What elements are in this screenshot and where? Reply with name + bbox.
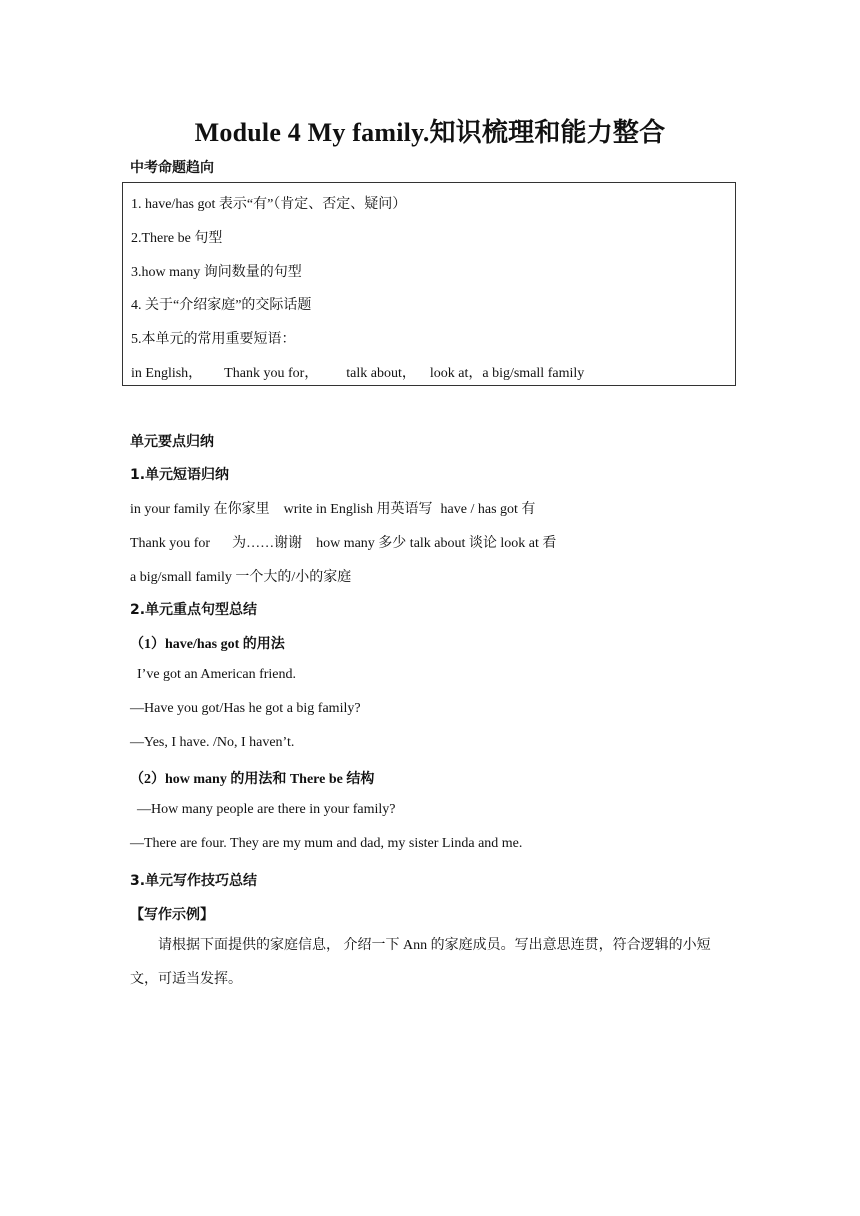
exam-trend-box [122, 182, 736, 386]
phrase-entry: Thank you for [130, 536, 211, 551]
example-sentence: I’ve got an American friend. [130, 667, 296, 682]
phrase-line [130, 532, 556, 552]
example-sentence: —How many people are there in your family? [130, 802, 396, 817]
writing-heading: 3.单元写作技巧总结 [130, 873, 258, 889]
exam-trend-item: 1. have/has got 表示“有”（肯定、否定、疑问） [131, 197, 407, 212]
phrase-entry: in your family 在你家里 [130, 502, 270, 517]
phrase-entry: 为……谢谢 [232, 536, 303, 551]
sentences-heading: 2.单元重点句型总结 [130, 602, 258, 618]
exam-trend-heading: 中考命题趋向 [130, 160, 214, 176]
unit-summary-heading: 单元要点归纳 [130, 434, 214, 450]
phrase-item: look at，a big/small family [429, 366, 585, 381]
phrase-item: in English， [131, 366, 203, 381]
exam-trend-item: 4. 关于“介绍家庭”的交际话题 [131, 298, 312, 313]
sub1-heading: （1）have/has got 的用法 [130, 637, 285, 652]
document-title: Module 4 My family.知识梳理和能力整合 [194, 118, 666, 147]
exam-trend-item: 2.There be 句型 [131, 231, 223, 246]
writing-prompt: 请根据下面提供的家庭信息， 介绍一下 Ann 的家庭成员。写出意思连贯，符合逻辑的小短文，可适当发挥。 [130, 938, 711, 987]
phrases-heading: 1.单元短语归纳 [130, 467, 230, 483]
phrase-line [130, 498, 535, 518]
phrase-entry: write in English 用英语写 [283, 502, 433, 517]
phrase-item: Thank you for， [224, 366, 319, 381]
exam-trend-phrases [131, 362, 584, 382]
sub2-heading: （2）how many 的用法和 There be 结构 [130, 772, 375, 787]
phrase-entry: how many 多少 talk about 谈论 look at 看 [316, 536, 557, 551]
example-sentence: —There are four. They are my mum and dad, my sister Linda and me. [130, 836, 523, 851]
phrase-entry: a big/small family 一个大的/小的家庭 [130, 570, 352, 585]
phrase-line [130, 566, 351, 586]
phrase-entry: have / has got 有 [440, 502, 536, 517]
exam-trend-item: 3.how many 询问数量的句型 [131, 265, 302, 280]
exam-trend-item: 5.本单元的常用重要短语： [131, 332, 296, 347]
phrase-item: talk about， [346, 366, 416, 381]
example-sentence: —Have you got/Has he got a big family? [130, 701, 361, 716]
writing-example-heading: 【写作示例】 [130, 907, 214, 923]
example-sentence: —Yes, I have. /No, I haven’t. [130, 735, 295, 750]
